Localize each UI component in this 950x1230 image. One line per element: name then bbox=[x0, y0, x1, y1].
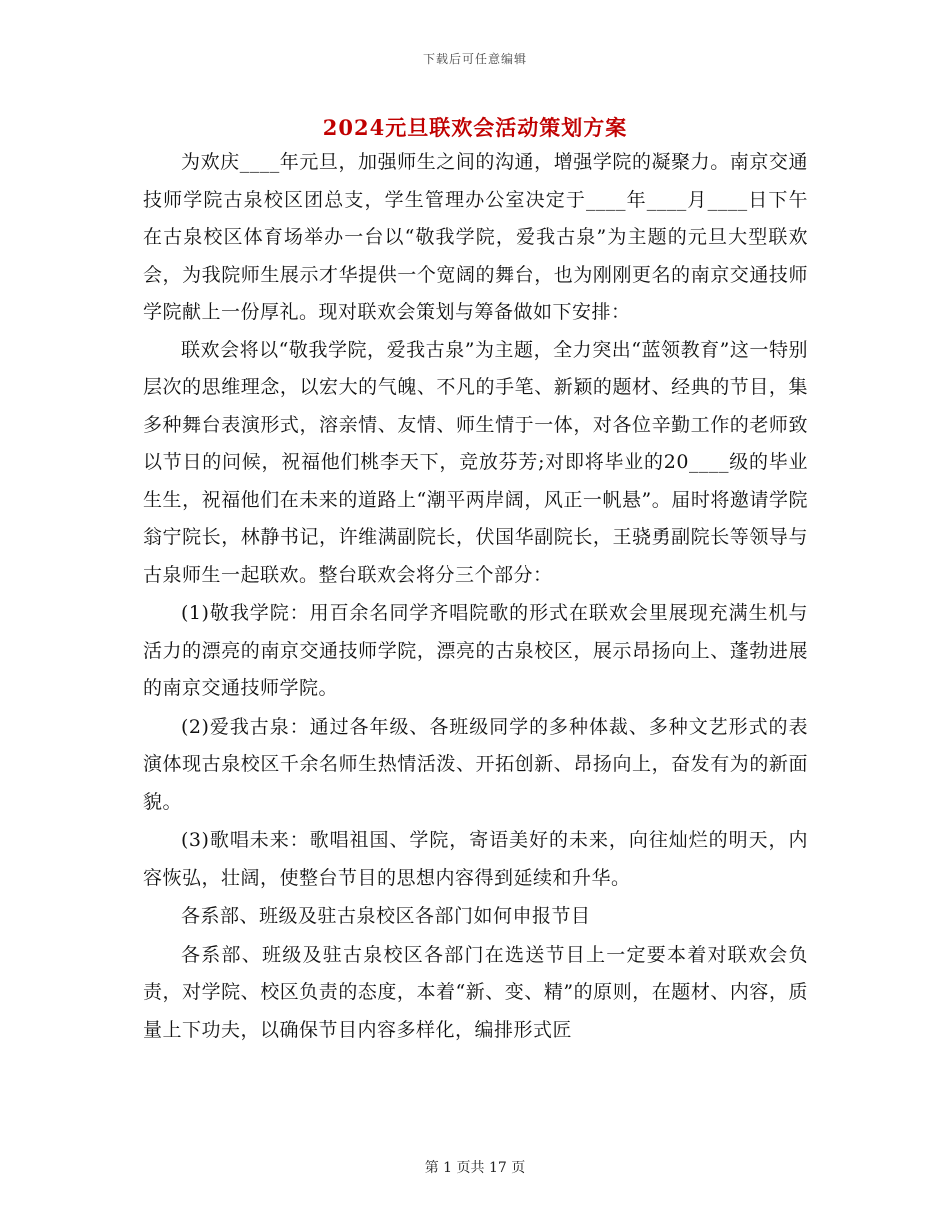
page-header-note: 下载后可任意编辑 bbox=[422, 52, 527, 66]
paragraph-part-3: (3)歌唱未来：歌唱祖国、学院，寄语美好的未来，向往灿烂的明天，内容恢弘，壮阔，使整台节目的思想内容得到延续和升华。 bbox=[143, 829, 808, 889]
paragraph-intro: 为欢庆____年元旦，加强师生之间的沟通，增强学院的凝聚力。南京交通技师学院古泉校区团总支，学生管理办公室决定于____年____月____日下午在古泉校区体育场举办一台以“敬我学院，爱我古泉”为主题的元旦大型联欢会，为我院师生展示才华提供一个宽阔的舞台，也为刚刚更名的南京交通技师学院献上一份厚礼。现对联欢会策划与筹备做如下安排： bbox=[143, 151, 808, 323]
paragraph-part-1: (1)敬我学院：用百余名同学齐唱院歌的形式在联欢会里展现充满生机与活力的漂亮的南京交通技师学院，漂亮的古泉校区，展示昂扬向上、蓬勃进展的南京交通技师学院。 bbox=[143, 602, 808, 699]
paragraph-subheading: 各系部、班级及驻古泉校区各部门如何申报节目 bbox=[181, 905, 591, 927]
paragraph-part-2: (2)爱我古泉：通过各年级、各班级同学的多种体裁、多种文艺形式的表演体现古泉校区千余名师生热情活泼、开拓创新、昂扬向上，奋发有为的新面貌。 bbox=[143, 715, 808, 813]
paragraph-theme: 联欢会将以“敬我学院，爱我古泉”为主题，全力突出“蓝领教育”这一特别层次的思维理念，以宏大的气魄、不凡的手笔、新颖的题材、经典的节目，集多种舞台表演形式，溶亲情、友情、师生情于一体，对各位辛勤工作的老师致以节日的问候，祝福他们桃李天下，竞放芬芳;对即将毕业的20____级的毕业生生，祝福他们在未来的道路上“潮平两岸阔，风正一帆悬”。届时将邀请学院翁宁院长，林静书记，许维满副院长，伏国华副院长，王骁勇副院长等领导与古泉师生一起联欢。整台联欢会将分三个部分： bbox=[143, 338, 808, 586]
paragraph-submission: 各系部、班级及驻古泉校区各部门在选送节目上一定要本着对联欢会负责，对学院、校区负责的态度，本着“新、变、精”的原则，在题材、内容，质量上下功夫，以确保节目内容多样化，编排形式匠 bbox=[143, 943, 808, 1041]
document-body bbox=[143, 144, 808, 1049]
page-number: 第 1 页共 17 页 bbox=[424, 1160, 526, 1176]
document-title: 2024元旦联欢会活动策划方案 bbox=[322, 115, 628, 140]
